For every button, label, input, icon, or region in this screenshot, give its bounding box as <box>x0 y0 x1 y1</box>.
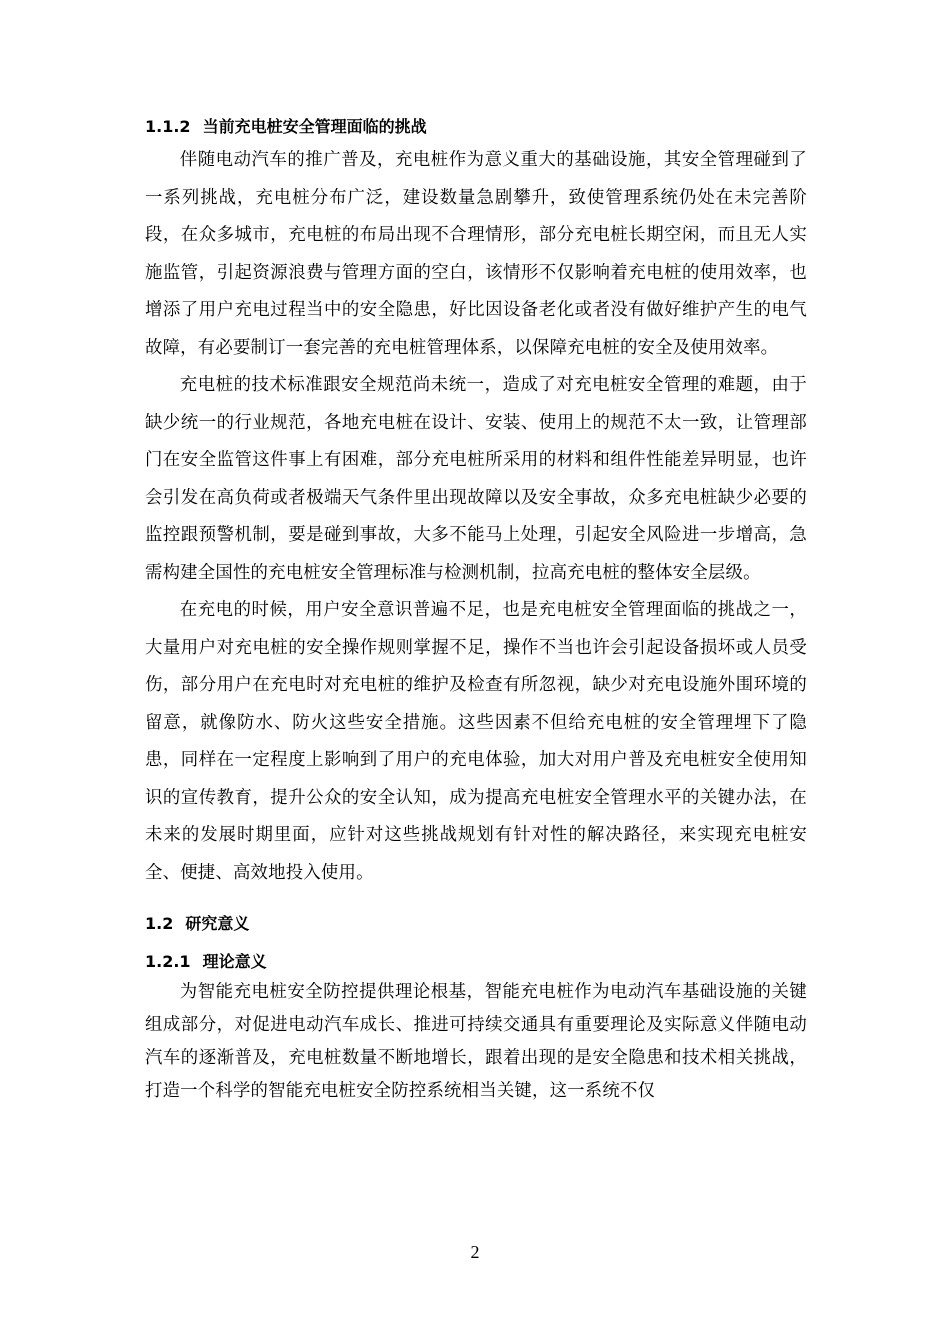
section-number: 1.2.1 <box>145 952 191 971</box>
section-heading-1-2-1 <box>145 950 807 974</box>
page-number: 2 <box>470 1242 480 1262</box>
section-title: 理论意义 <box>202 952 267 971</box>
section-number: 1.1.2 <box>145 117 191 136</box>
section-number: 1.2 <box>145 914 174 933</box>
section-heading-1-2 <box>145 912 807 936</box>
paragraph-3: 在充电的时候，用户安全意识普遍不足，也是充电桩安全管理面临的挑战之一，大量用户对充电桩的安全操作规则掌握不足，操作不当也许会引起设备损坏或人员受伤，部分用户在充电时对充电桩的维护及检查有所忽视，缺少对充电设施外围环境的留意，就像防水、防火这些安全措施。这些因素不但给充电桩的安全管理埋下了隐患，同样在一定程度上影响到了用户的充电体验，加大对用户普及充电桩安全使用知识的宣传教育，提升公众的安全认知，成为提高充电桩安全管理水平的关键办法，在未来的发展时期里面，应针对这些挑战规划有针对性的解决路径，来实现充电桩安全、便捷、高效地投入使用。 <box>145 600 807 883</box>
paragraph-2: 充电桩的技术标准跟安全规范尚未统一，造成了对充电桩安全管理的难题，由于缺少统一的行业规范，各地充电桩在设计、安装、使用上的规范不太一致，让管理部门在安全监管这件事上有困难，部分充电桩所采用的材料和组件性能差异明显，也许会引发在高负荷或者极端天气条件里出现故障以及安全事故，众多充电桩缺少必要的监控跟预警机制，要是碰到事故，大多不能马上处理，引起安全风险进一步增高，急需构建全国性的充电桩安全管理标准与检测机制，拉高充电桩的整体安全层级。 <box>145 375 807 583</box>
paragraph-4: 为智能充电桩安全防控提供理论根基，智能充电桩作为电动汽车基础设施的关键组成部分，对促进电动汽车成长、推进可持续交通具有重要理论及实际意义伴随电动汽车的逐渐普及，充电桩数量不断地增长，跟着出现的是安全隐患和技术相关挑战，打造一个科学的智能充电桩安全防控系统相当关键，这一系统不仅 <box>145 982 807 1101</box>
section-title: 当前充电桩安全管理面临的挑战 <box>202 117 427 136</box>
page-body <box>145 112 807 1108</box>
section-title: 研究意义 <box>185 914 250 933</box>
section-heading-1-1-2 <box>145 115 807 139</box>
paragraph-1: 伴随电动汽车的推广普及，充电桩作为意义重大的基础设施，其安全管理碰到了一系列挑战，充电桩分布广泛，建设数量急剧攀升，致使管理系统仍处在未完善阶段，在众多城市，充电桩的布局出现不合理情形，部分充电桩长期空闲，而且无人实施监管，引起资源浪费与管理方面的空白，该情形不仅影响着充电桩的使用效率，也增添了用户充电过程当中的安全隐患，好比因设备老化或者没有做好维护产生的电气故障，有必要制订一套完善的充电桩管理体系，以保障充电桩的安全及使用效率。 <box>145 150 807 358</box>
